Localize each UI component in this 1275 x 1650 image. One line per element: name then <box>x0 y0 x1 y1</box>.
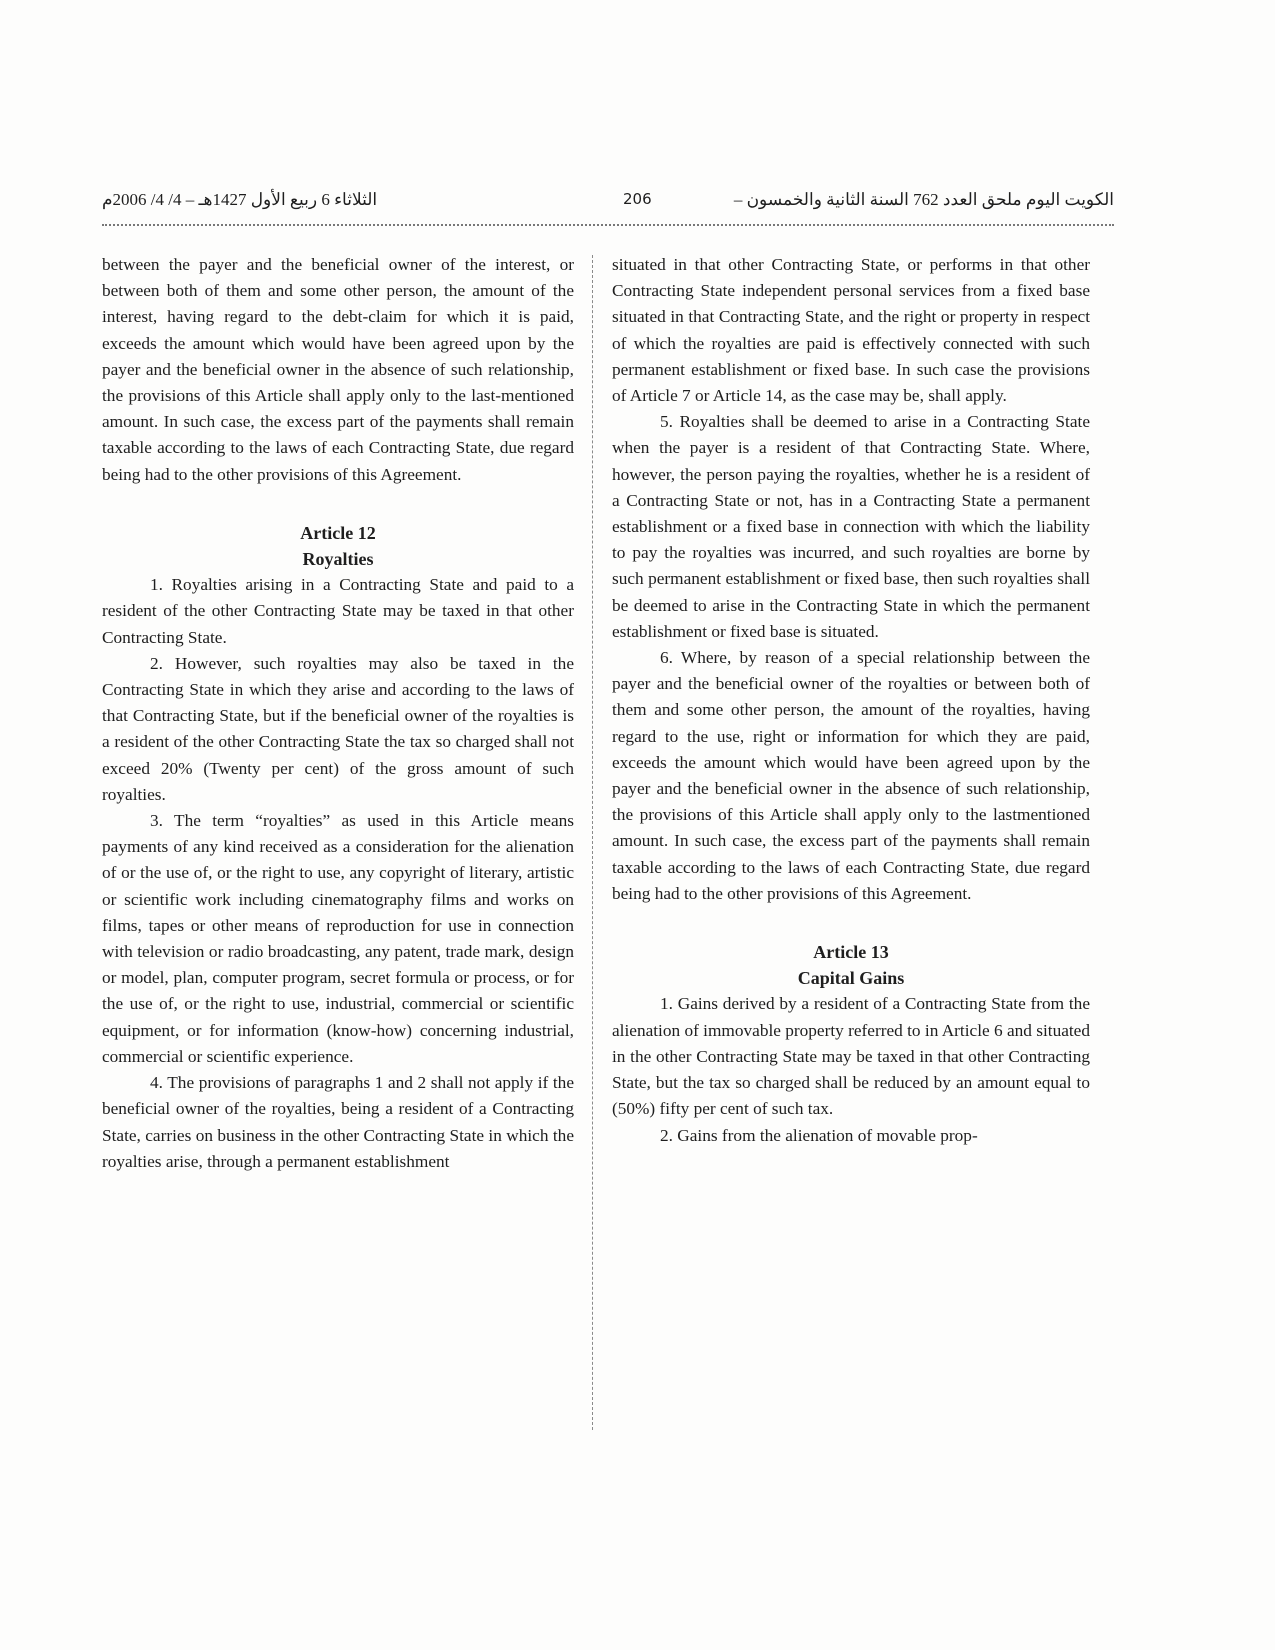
royalties-paragraph-2: 2. However, such royalties may also be taxed in the Contracting State in which they arise and according to the laws of that Contracting State, but if the beneficial owner of the royalties is a resident of the other Contracting State the tax so charged shall not exceed 20% (Twenty per cent) of the gross amount of such royalties. <box>102 653 574 804</box>
royalties-paragraph-6: 6. Where, by reason of a special relationship between the payer and the beneficial owner of the royalties or between both of them and some other person, the amount of the royalties, having regard to the use, right or information for which they are paid, exceeds the amount which would have been agreed upon by the payer and the beneficial owner in the absence of such relationship, the provisions of this Article shall apply only to the lastmentioned amount. In such case, the excess part of the payments shall remain taxable according to the laws of each Contracting State, due regard being had to the other provisions of this Agreement. <box>612 648 1090 903</box>
article-13-subtitle: Capital Gains <box>797 968 905 989</box>
header-divider <box>102 224 1114 226</box>
royalties-paragraph-5: 5. Royalties shall be deemed to arise in a Contracting State when the payer is a resident of that Contracting State. Where, however, the person paying the royalties, whether he is a resident of a Contracting State or not, has in a Contracting State a permanent establishment or a fixed base in connection with which the liability to pay the royalties was incurred, and such royalties are borne by such permanent establishment or fixed base, then such royalties shall be deemed to arise in the Contracting State in which the permanent establishment or fixed base is situated. <box>612 412 1090 641</box>
capital-gains-paragraph-1: 1. Gains derived by a resident of a Contracting State from the alienation of immovable property referred to in Article 6 and situated in the other Contracting State may be taxed in that other Contracting State, but the tax so charged shall be reduced by an amount equal to (50%) fifty per cent of such tax. <box>612 994 1090 1119</box>
article-13-title: Article 13 <box>813 942 889 963</box>
running-header <box>102 190 1114 220</box>
royalties-paragraph-4: 4. The provisions of paragraphs 1 and 2 shall not apply if the beneficial owner of the royalties, being a resident of a Contracting State, carries on business in the other Contracting State in which the royalties arise, through a permanent establishment <box>102 1073 574 1171</box>
royalties-paragraph-1: 1. Royalties arising in a Contracting State and paid to a resident of the other Contracting State may be taxed in that other Contracting State. <box>102 575 574 647</box>
spacer <box>102 488 574 520</box>
royalties-paragraph-4-continuation: situated in that other Contracting State, or performs in that other Contracting State independent personal services from a fixed base situated in that Contracting State, and the right or property in respect of which the royalties are paid is effectively connected with such permanent establishment or fixed base. In such case the provisions of Article 7 or Article 14, as the case may be, shall apply. <box>612 255 1090 406</box>
left-column <box>102 252 574 1175</box>
capital-gains-paragraph-2: 2. Gains from the alienation of movable prop- <box>660 1125 978 1145</box>
article-12-title: Article 12 <box>300 522 376 543</box>
interest-paragraph-continuation: between the payer and the beneficial owner of the interest, or between both of them and some other person, the amount of the interest, having regard to the debt-claim for which it is paid, exceeds the amount which would have been agreed upon by the payer and the beneficial owner in the absence of such relationship, the provisions of this Article shall apply only to the last-mentioned amount. In such case, the excess part of the payments shall remain taxable according to the laws of each Contracting State, due regard being had to the other provisions of this Agreement. <box>102 255 574 484</box>
header-date: الثلاثاء 6 ربيع الأول 1427هـ – 4/ 4/ 2006م <box>102 190 378 209</box>
header-publication: الكويت اليوم ملحق العدد 762 السنة الثانية والخمسون – <box>733 190 1114 209</box>
page-number: 206 <box>623 190 652 208</box>
right-column <box>612 252 1090 1149</box>
spacer <box>612 907 1090 939</box>
royalties-paragraph-3: 3. The term “royalties” as used in this Article means payments of any kind received as a consideration for the alienation of or the use of, or the right to use, any copyright of literary, artistic or scientific work including cinematography films and works on films, tapes or other means of reproduction for use in connection with television or radio broadcasting, any patent, trade mark, design or model, plan, computer program, secret formula or process, or for the use of, or the right to use, industrial, commercial or scientific equipment, or for information (know-how) concerning industrial, commercial or scientific experience. <box>102 811 574 1066</box>
article-12-subtitle: Royalties <box>302 549 374 570</box>
column-divider <box>592 255 593 1430</box>
